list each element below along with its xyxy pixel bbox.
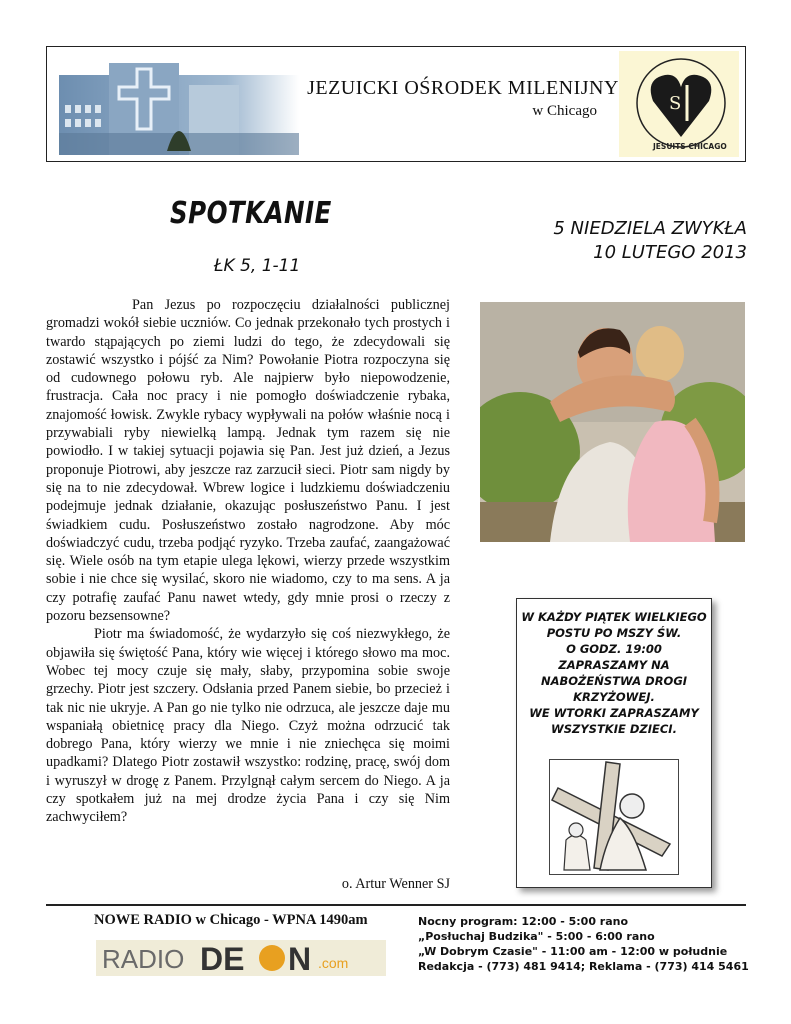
header-subtitle: w Chicago [532, 103, 597, 119]
article-paragraph: Pan Jezus po rozpoczęciu działalności publicznej gromadzi wokół siebie uczniów. Co jednak przekonało tych prostych i twardo stąpających po ziemi ludzi do tego, że zdecydowali się zostawić wszystko i pójść za Nim? Powołanie Piotra rozpoczyna się od cudownego połowu ryb. Ale najpierw było niepowodzenie, frustracja. Cała noc pracy i nie pomogło doświadczenie rybaka, znajomość łowisk. Zwykle rybacy wypływali na połów właśnie nocą i przywabiali ryby niewielką lampą. Jednak tym razem się nie powiodło. I w takiej sytuacji pojawia się Pan. Jest już dzień, a Jezus proponuje Piotrowi, aby jeszcze raz zarzucił sieci. Piotr sam nigdy by się na to nie zdecydował. Wbrew logice i ludzkiemu doświadczeniu podejmuje jednak działanie, okazując posłuszeństwo Panu. I jest świadkiem cudu. Posłuszeństwo zostało nagrodzone. Aby móc doświadczyć cudu, trzeba podjąć ryzyko. Trzeba zaufać, zaangażować się. Wiele osób na tym etapie ulega lękowi, wierzy przede wszystkim sobie i nie chce się wysilać, skoro nie wiadomo, czy to ma sens. A ja czy potrafię zaufać Panu nawet wtedy, gdy mnie prosi o rzeczy z pozoru bezsensowne? [46, 297, 450, 625]
notice-line: W KAŻDY PIĄTEK WIELKIEGO [521, 610, 707, 624]
article-body [46, 296, 450, 827]
radio-deon-logo [96, 940, 386, 976]
jesus-carrying-cross-drawing [549, 759, 679, 875]
author-signature: o. Artur Wenner SJ [341, 876, 450, 892]
footer-divider [46, 904, 746, 906]
notice-box [516, 598, 712, 888]
svg-text:S: S [669, 93, 682, 114]
date: 10 LUTEGO 2013 [593, 242, 747, 263]
notice-line: NABOŻEŃSTWA DROGI [540, 674, 688, 688]
svg-text:DE: DE [200, 941, 245, 976]
scripture-reference: ŁK 5, 1-11 [214, 256, 301, 276]
article-title: SPOTKANIE [170, 196, 332, 231]
svg-text:RADIO: RADIO [102, 944, 185, 974]
notice-line: WE WTORKI ZAPRASZAMY [529, 706, 699, 720]
notice-line: ZAPRASZAMY NA [558, 658, 670, 672]
svg-text:N: N [288, 941, 312, 976]
liturgical-day: 5 NIEDZIELA ZWYKŁA [553, 218, 747, 239]
notice-line: POSTU PO MSZY ŚW. [546, 626, 682, 640]
article-paragraph: Piotr ma świadomość, że wydarzyło się coś niezwykłego, że objawiła się świętość Pana, który wie więcej i którego słowo ma moc. Wobec tej mocy czuje się mały, słaby, przypomina sobie swoje grzechy. Piotr jest szczery. Odsłania przed Panem siebie, bo przecież i tak nic nie ukryje. A Pan go nie tylko nie odrzuca, ale jeszcze daje mu wspaniałą obietnicę pracy dla Niego. Czyż można odrzucić tak dobrego Pana, który wierzy we mnie i nie zniechęca się moimi upadkami? Dlatego Piotr zostawił wszystko: rodzinę, pracę, swój dom i wyruszył w drogę z Panem. Przylgnął całym sercem do Niego. A ja czy spotkałem już na mej drodze życia Pana i czy się Nim zachwyciłem? [46, 626, 450, 826]
notice-text [521, 609, 707, 737]
notice-line: WSZYSTKIE DZIECI. [551, 722, 677, 736]
notice-line: KRZYŻOWEJ. [573, 690, 655, 704]
radio-title: NOWE RADIO w Chicago - WPNA 1490am [94, 912, 368, 928]
header-banner [46, 46, 746, 162]
svg-text:JESUITS CHICAGO: JESUITS CHICAGO [653, 142, 727, 151]
church-image [59, 55, 299, 155]
program-line: Redakcja - (773) 481 9414; Reklama - (773) 414 5461 [418, 960, 749, 973]
program-line: „Posłuchaj Budzika" - 5:00 - 6:00 rano [418, 930, 655, 943]
program-line: Nocny program: 12:00 - 5:00 rano [418, 915, 629, 928]
notice-line: O GODZ. 19:00 [566, 642, 662, 656]
embracing-couple-photo [480, 302, 745, 542]
program-line: „W Dobrym Czasie" - 11:00 am - 12:00 w południe [418, 945, 728, 958]
radio-program-schedule [418, 914, 749, 974]
jesuits-seal-logo [619, 51, 739, 157]
svg-text:.com: .com [318, 955, 349, 971]
header-title: JEZUICKI OŚRODEK MILENIJNY [307, 77, 619, 99]
